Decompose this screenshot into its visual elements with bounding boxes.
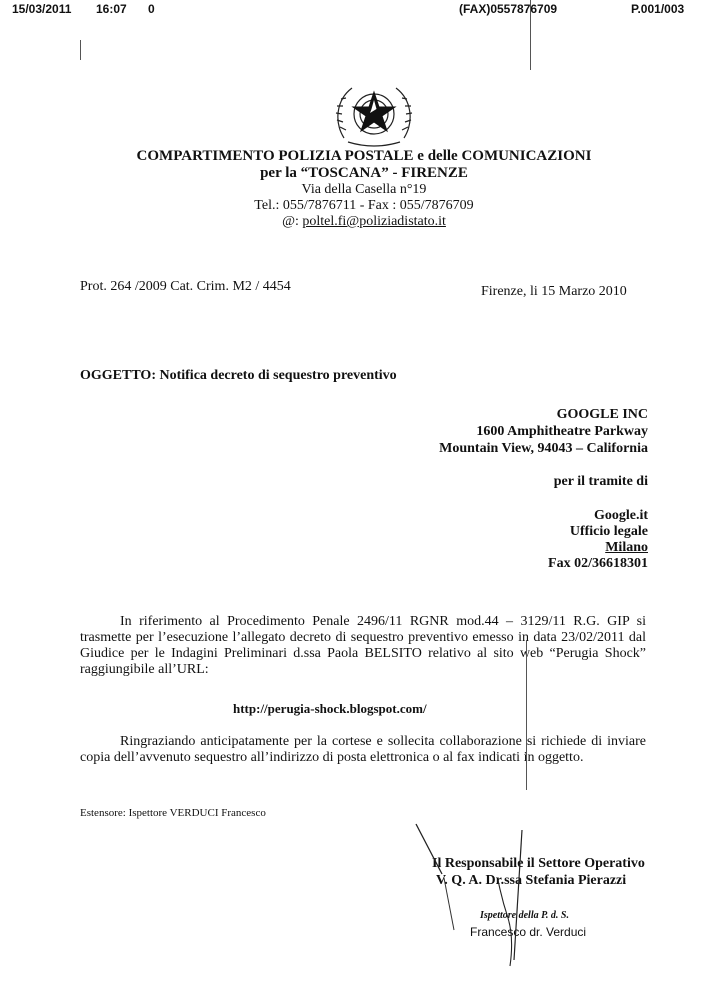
- letterhead-office: COMPARTIMENTO POLIZIA POSTALE e delle COMUNICAZIONI: [136, 148, 592, 164]
- body-paragraph-2: Ringraziando anticipatamente per la cortese e sollecita collaborazione si richiede di inviare copia dell’avvenuto sequestro all’indirizzo di posta elettronica o al fax indicati in oggetto.: [80, 734, 646, 765]
- protocol-number: Prot. 264 /2009 Cat. Crim. M2 / 4454: [80, 279, 291, 294]
- fax-date: 15/03/2011: [12, 2, 72, 16]
- fax-artifact-line: [526, 640, 527, 790]
- subject-label: OGGETTO:: [80, 368, 156, 383]
- recipient-fax: Fax 02/36618301: [548, 556, 648, 571]
- stamp-rank: Ispettore della P. d. S.: [480, 910, 569, 921]
- fax-artifact-line: [530, 0, 531, 70]
- fax-time: 16:07: [96, 2, 127, 16]
- fax-code: 0: [148, 2, 155, 16]
- recipient-office: Ufficio legale: [569, 524, 648, 539]
- recipient-company: GOOGLE INC: [556, 407, 648, 422]
- fax-artifact-line: [80, 40, 81, 60]
- recipient-google-it: Google.it: [593, 508, 648, 523]
- signature-title: Il Responsabile il Settore Operativo: [432, 856, 645, 871]
- place-date: Firenze, li 15 Marzo 2010: [481, 284, 627, 299]
- subject-line: [80, 368, 397, 384]
- recipient-street: 1600 Amphitheatre Parkway: [476, 424, 648, 439]
- fax-page: P.001/003: [631, 2, 685, 16]
- letterhead-address: Via della Casella n°19: [301, 182, 427, 197]
- handwritten-signature: [410, 820, 610, 970]
- fax-number: (FAX)0557876709: [459, 2, 558, 16]
- italian-republic-emblem-icon: [330, 78, 418, 150]
- recipient-via: per il tramite di: [553, 474, 648, 489]
- email-link[interactable]: poltel.fi@poliziadistato.it: [302, 214, 446, 229]
- recipient-city: Mountain View, 94043 – California: [439, 441, 648, 456]
- recipient-city-milano: Milano: [605, 540, 648, 555]
- letterhead-email-line: [0, 214, 728, 230]
- stamp-name: Francesco dr. Verduci: [470, 925, 587, 939]
- letterhead-phone: Tel.: 055/7876711 - Fax : 055/7876709: [254, 198, 474, 213]
- body-paragraph-1: In riferimento al Procedimento Penale 2496/11 RGNR mod.44 – 3129/11 R.G. GIP si trasmette per l’esecuzione l’allegato decreto di sequestro preventivo emesso in data 23/02/2011 dal Giudice per le Indagini Preliminari d.ssa Paola BELSITO relativo al sito web “Perugia Shock” raggiungibile all’URL:: [80, 614, 646, 677]
- subject-text: Notifica decreto di sequestro preventivo: [159, 368, 397, 383]
- letterhead-region: per la “TOSCANA” - FIRENZE: [260, 165, 468, 181]
- seized-url[interactable]: http://perugia-shock.blogspot.com/: [233, 701, 427, 716]
- email-prefix: @:: [282, 214, 303, 229]
- signature-name: V. Q. A. Dr.ssa Stefania Pierazzi: [436, 873, 627, 888]
- drafter-note: Estensore: Ispettore VERDUCI Francesco: [80, 807, 266, 819]
